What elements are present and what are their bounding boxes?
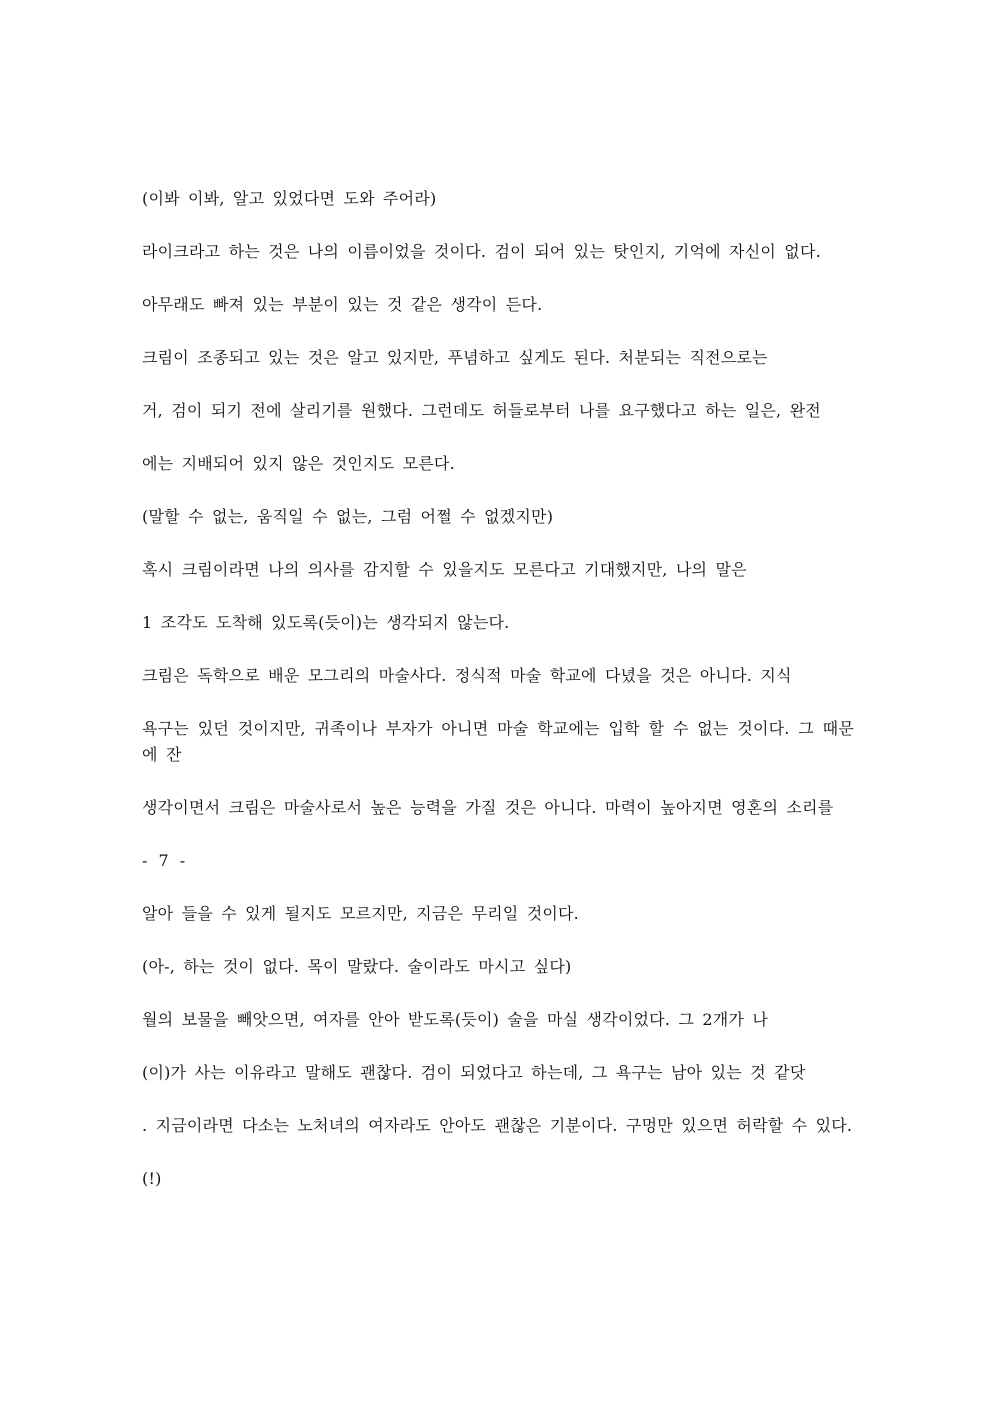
paragraph: (아-, 하는 것이 없다. 목이 말랐다. 술이라도 마시고 싶다)	[142, 957, 572, 976]
paragraph: 아무래도 빠져 있는 부분이 있는 것 같은 생각이 든다.	[142, 295, 543, 314]
paragraph: 에는 지배되어 있지 않은 것인지도 모른다.	[142, 454, 455, 473]
paragraph: (말할 수 없는, 움직일 수 없는, 그럼 어쩔 수 없겠지만)	[142, 507, 554, 526]
paragraph: 라이크라고 하는 것은 나의 이름이었을 것이다. 검이 되어 있는 탓인지, 기억에 자신이 없다.	[142, 242, 821, 261]
paragraph: . 지금이라면 다소는 노처녀의 여자라도 안아도 괜찮은 기분이다. 구멍만 있으면 허락할 수 있다.	[142, 1116, 853, 1135]
paragraph: (이봐 이봐, 알고 있었다면 도와 주어라)	[142, 189, 437, 208]
page-number: - 7 -	[142, 851, 186, 870]
paragraph: (!)	[142, 1169, 162, 1188]
paragraph: 거, 검이 되기 전에 살리기를 원했다. 그런데도 허들로부터 나를 요구했다고 하는 일은, 완전	[142, 401, 821, 420]
paragraph: 크림이 조종되고 있는 것은 알고 있지만, 푸념하고 싶게도 된다. 처분되는 직전으로는	[142, 348, 768, 367]
paragraph: 크림은 독학으로 배운 모그리의 마술사다. 정식적 마술 학교에 다녔을 것은 아니다. 지식	[142, 666, 792, 685]
paragraph: 월의 보물을 빼앗으면, 여자를 안아 받도록(듯이) 술을 마실 생각이었다. 그 2개가 나	[142, 1010, 768, 1029]
paragraph: (이)가 사는 이유라고 말해도 괜찮다. 검이 되었다고 하는데, 그 욕구는 남아 있는 것 같닷	[142, 1063, 806, 1082]
paragraph: 1 조각도 도착해 있도록(듯이)는 생각되지 않는다.	[142, 613, 510, 632]
paragraph: 생각이면서 크림은 마술사로서 높은 능력을 가질 것은 아니다. 마력이 높아지면 영혼의 소리를	[142, 798, 834, 817]
paragraph: 혹시 크림이라면 나의 의사를 감지할 수 있을지도 모른다고 기대했지만, 나의 말은	[142, 560, 747, 579]
paragraph: 욕구는 있던 것이지만, 귀족이나 부자가 아니면 마술 학교에는 입학 할 수 없는 것이다. 그 때문에 잔	[142, 719, 854, 764]
text-column	[142, 186, 854, 1219]
paragraph: 알아 들을 수 있게 될지도 모르지만, 지금은 무리일 것이다.	[142, 904, 579, 923]
